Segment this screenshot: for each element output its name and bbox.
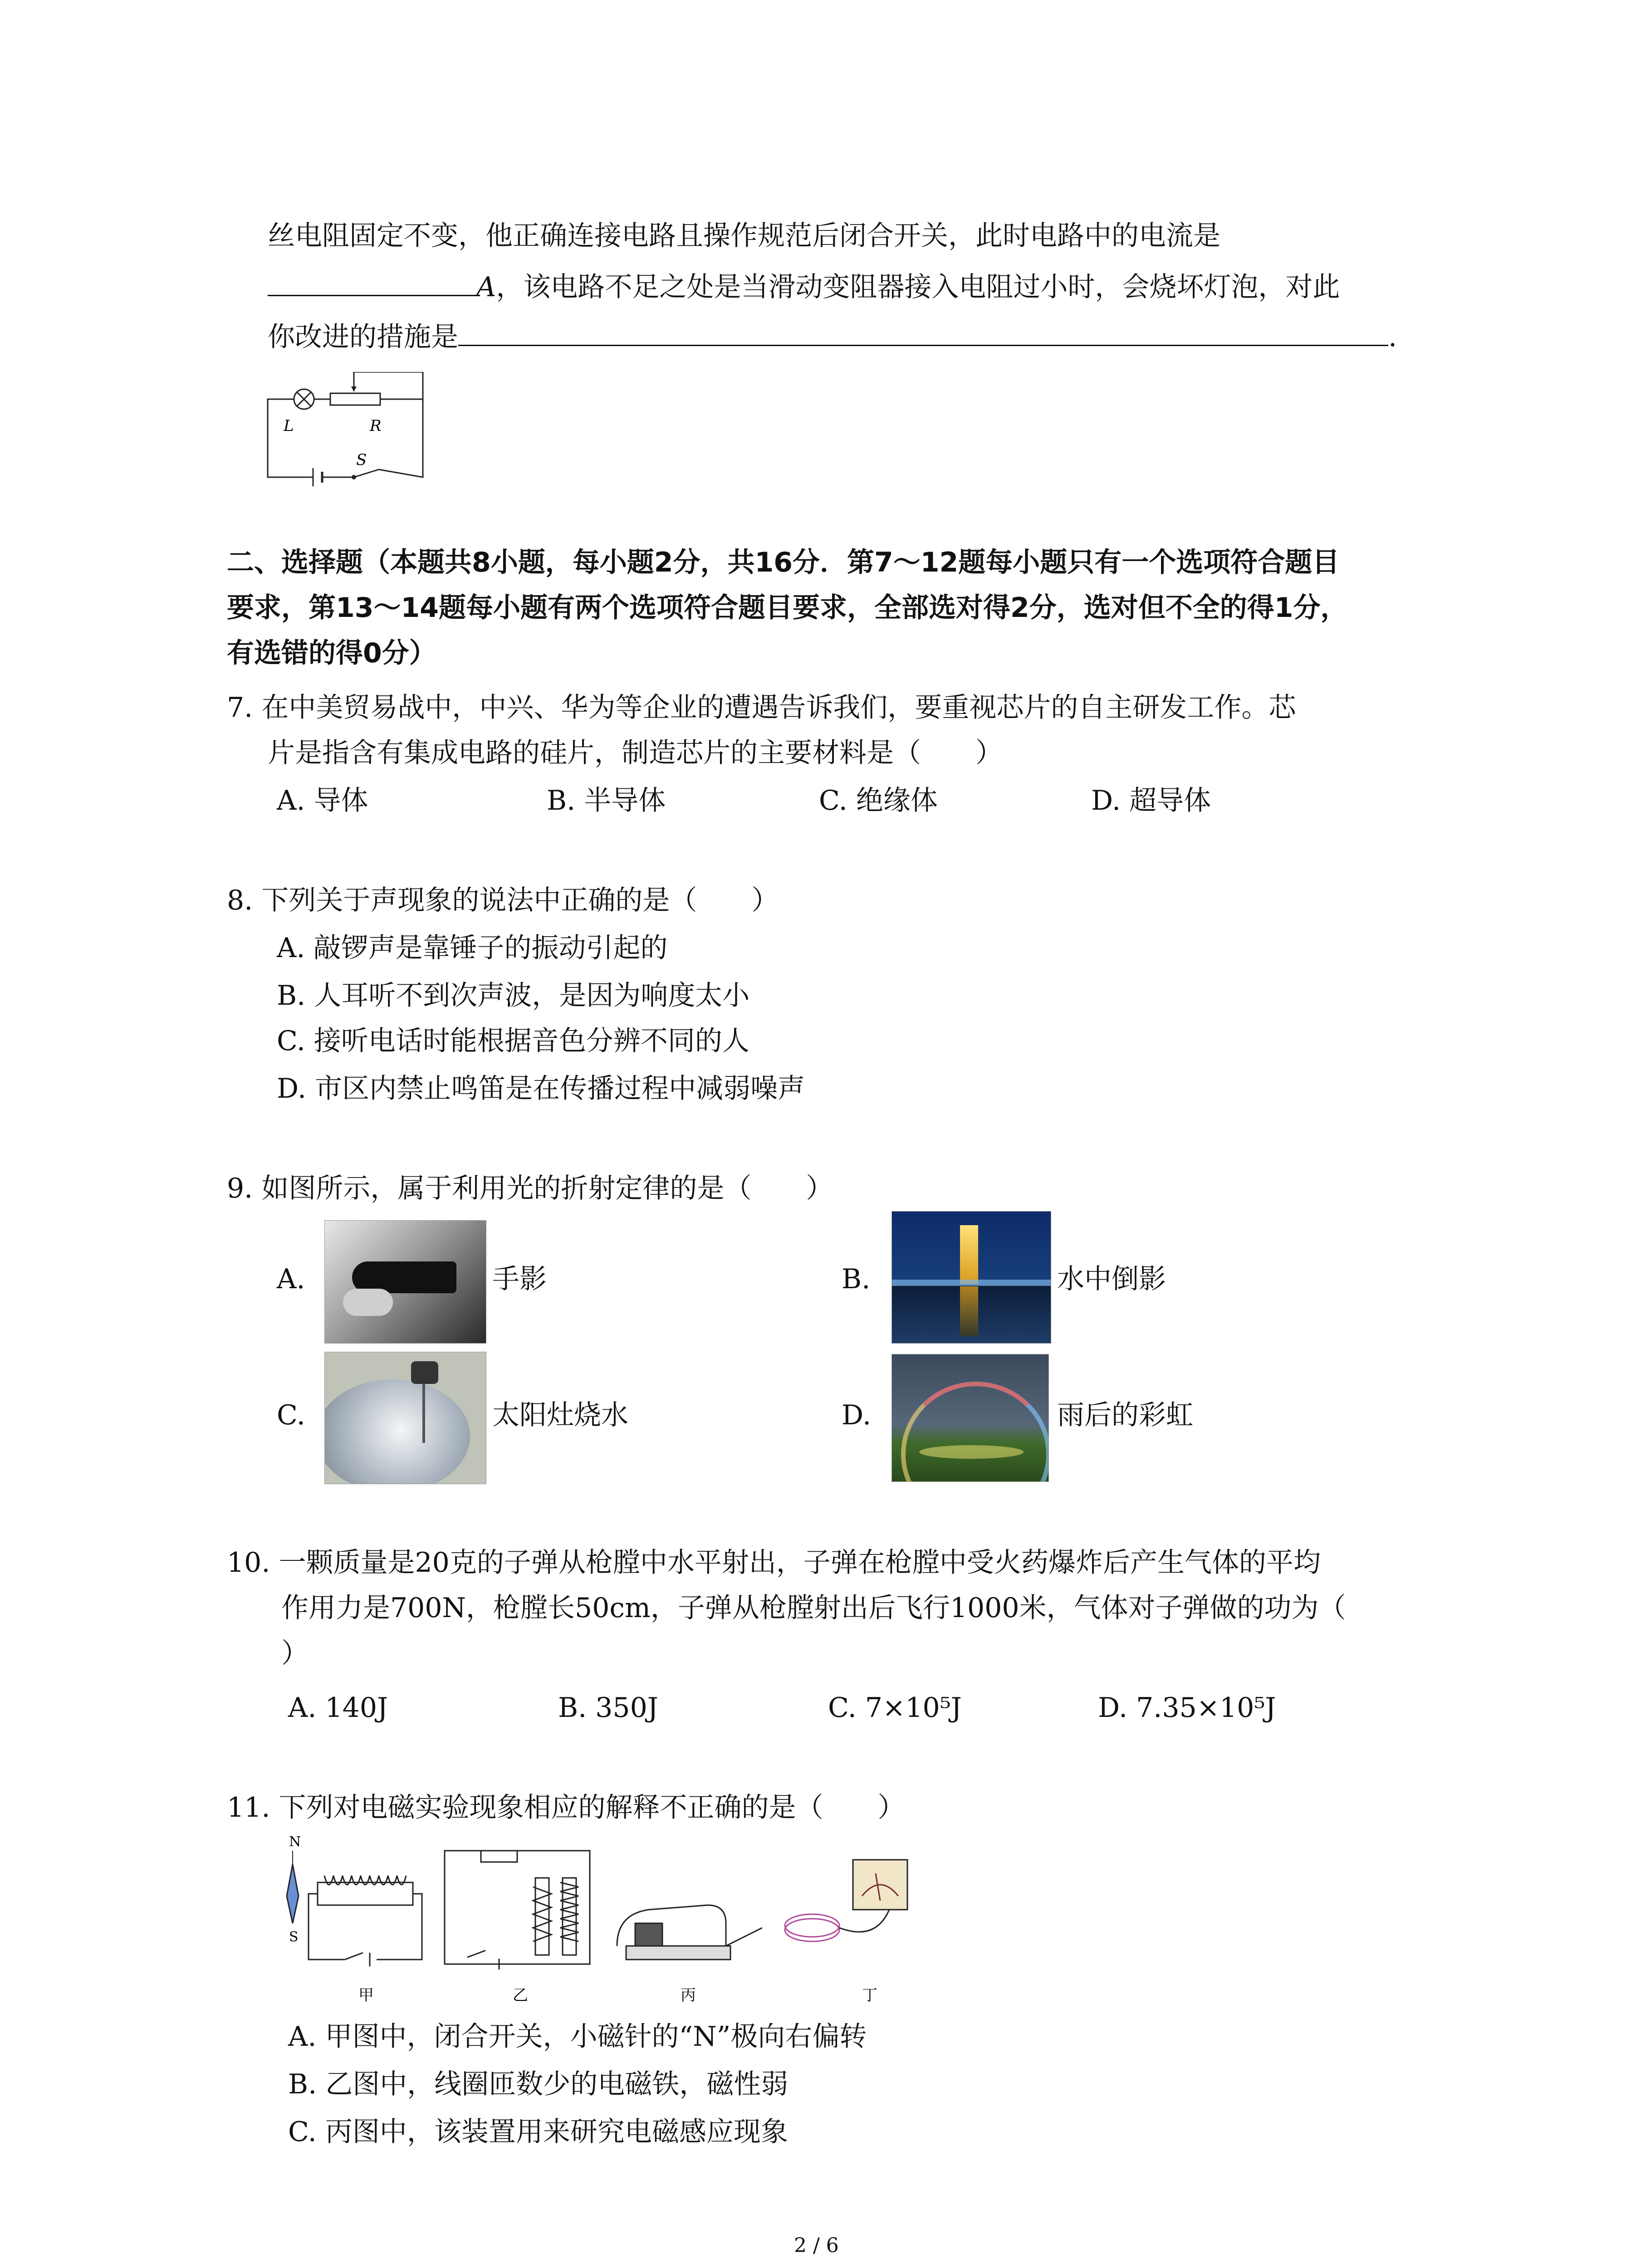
rainbow-image [892, 1354, 1049, 1482]
q9-option-d-letter[interactable]: D. [842, 1399, 872, 1431]
q9-option-c-letter[interactable]: C. [277, 1399, 305, 1431]
q10-option-a[interactable]: A. 140J [288, 1692, 388, 1724]
label-R: R [370, 417, 382, 435]
switch-icon [354, 469, 379, 477]
rheostat-icon [330, 393, 380, 405]
q11-option-c[interactable]: C. 丙图中，该装置用来研究电磁感应现象 [288, 2116, 788, 2148]
q8-stem: 8. 下列关于声现象的说法中正确的是（ ） [227, 885, 779, 916]
q9-caption-a: 手影 [492, 1263, 547, 1295]
solenoid-icon [318, 1882, 413, 1905]
solar-cooker-image [324, 1352, 486, 1484]
section-header-line-2: 要求，第13～14题每小题有两个选项符合题目要求，全部选对得2分，选对但不全的得1分， [227, 592, 1348, 624]
unit-ampere: A [476, 271, 496, 303]
label-L: L [284, 417, 294, 435]
answer-blank-current[interactable] [268, 263, 476, 296]
q11-stem: 11. 下列对电磁实验现象相应的解释不正确的是（ ） [227, 1792, 905, 1823]
figure-label-jia: 甲 [358, 1986, 374, 2004]
q8-option-a[interactable]: A. 敲锣声是靠锤子的振动引起的 [277, 932, 668, 964]
hand-shadow-image [324, 1220, 486, 1344]
motor-frame-icon [617, 1905, 726, 1950]
q9-stem: 9. 如图所示，属于利用光的折射定律的是（ ） [227, 1173, 833, 1204]
q6-line-2 [268, 263, 1340, 310]
figure-label-bing: 丙 [681, 1986, 696, 2004]
q8-option-c[interactable]: C. 接听电话时能根据音色分辨不同的人 [277, 1025, 749, 1057]
compass-n-label: N [289, 1834, 301, 1850]
label-S: S [356, 451, 367, 469]
q7-option-b[interactable]: B. 半导体 [547, 785, 666, 816]
q7-option-d[interactable]: D. 超导体 [1091, 785, 1211, 816]
q9-caption-c: 太阳灶烧水 [492, 1399, 628, 1431]
q6-line-3-text: 你改进的措施是 [268, 321, 458, 353]
q11-option-b[interactable]: B. 乙图中，线圈匝数少的电磁铁，磁性弱 [288, 2068, 789, 2100]
compass-s-label: S [289, 1929, 299, 1945]
circuit-diagram-q6 [263, 372, 436, 490]
q9-option-a-letter[interactable]: A. [277, 1263, 305, 1295]
coil-icon [785, 1914, 839, 1937]
compass-needle-icon [287, 1864, 299, 1923]
page-number: 2 / 6 [794, 2234, 839, 2257]
q11-option-a[interactable]: A. 甲图中，闭合开关，小磁针的“N”极向右偏转 [288, 2021, 867, 2053]
q10-stem-line-2: 作用力是700N，枪膛长50cm，子弹从枪膛射出后飞行1000米，气体对子弹做的功为（ [281, 1592, 1346, 1624]
q10-option-b[interactable]: B. 350J [558, 1692, 658, 1724]
tower-reflection-image [892, 1211, 1051, 1344]
q6-line-3 [268, 313, 1397, 360]
q7-option-a[interactable]: A. 导体 [277, 785, 368, 816]
q7-option-c[interactable]: C. 绝缘体 [819, 785, 938, 816]
magnet-icon [626, 1946, 730, 1960]
q10-option-c[interactable]: C. 7×10⁵J [828, 1692, 962, 1724]
section-header-line-1: 二、选择题（本题共8小题，每小题2分，共16分．第7～12题每小题只有一个选项符合题目 [227, 547, 1340, 578]
q11-figures [272, 1833, 980, 2009]
q7-stem-line-2: 片是指含有集成电路的硅片，制造芯片的主要材料是（ ） [268, 737, 1003, 769]
circuit-wire-left [268, 399, 313, 477]
q8-option-d[interactable]: D. 市区内禁止鸣笛是在传播过程中减弱噪声 [277, 1073, 805, 1105]
q9-caption-d: 雨后的彩虹 [1057, 1399, 1193, 1431]
answer-blank-improvement[interactable] [458, 313, 1388, 346]
q9-caption-b: 水中倒影 [1057, 1263, 1166, 1295]
figure-label-ding: 丁 [862, 1986, 877, 2004]
q8-option-b[interactable]: B. 人耳听不到次声波，是因为响度太小 [277, 980, 750, 1012]
q10-option-d[interactable]: D. 7.35×10⁵J [1098, 1692, 1276, 1724]
q6-line-2-text: ，该电路不足之处是当滑动变阻器接入电阻过小时，会烧坏灯泡，对此 [496, 271, 1340, 303]
section-header-line-3: 有选错的得0分） [227, 637, 436, 669]
q10-stem-line-3: ） [281, 1637, 309, 1669]
figure-label-yi: 乙 [513, 1986, 528, 2004]
q10-stem-line-1: 10. 一颗质量是20克的子弹从枪膛中水平射出，子弹在枪膛中受火药爆炸后产生气体的平均 [227, 1547, 1321, 1579]
rheostat-slider-icon [481, 1851, 517, 1862]
period: . [1388, 321, 1397, 353]
q7-stem-line-1: 7. 在中美贸易战中，中兴、华为等企业的遭遇告诉我们，要重视芯片的自主研发工作。芯 [227, 692, 1296, 723]
q6-line-1: 丝电阻固定不变，他正确连接电路且操作规范后闭合开关，此时电路中的电流是 [268, 220, 1220, 252]
q9-option-b-letter[interactable]: B. [842, 1263, 871, 1295]
